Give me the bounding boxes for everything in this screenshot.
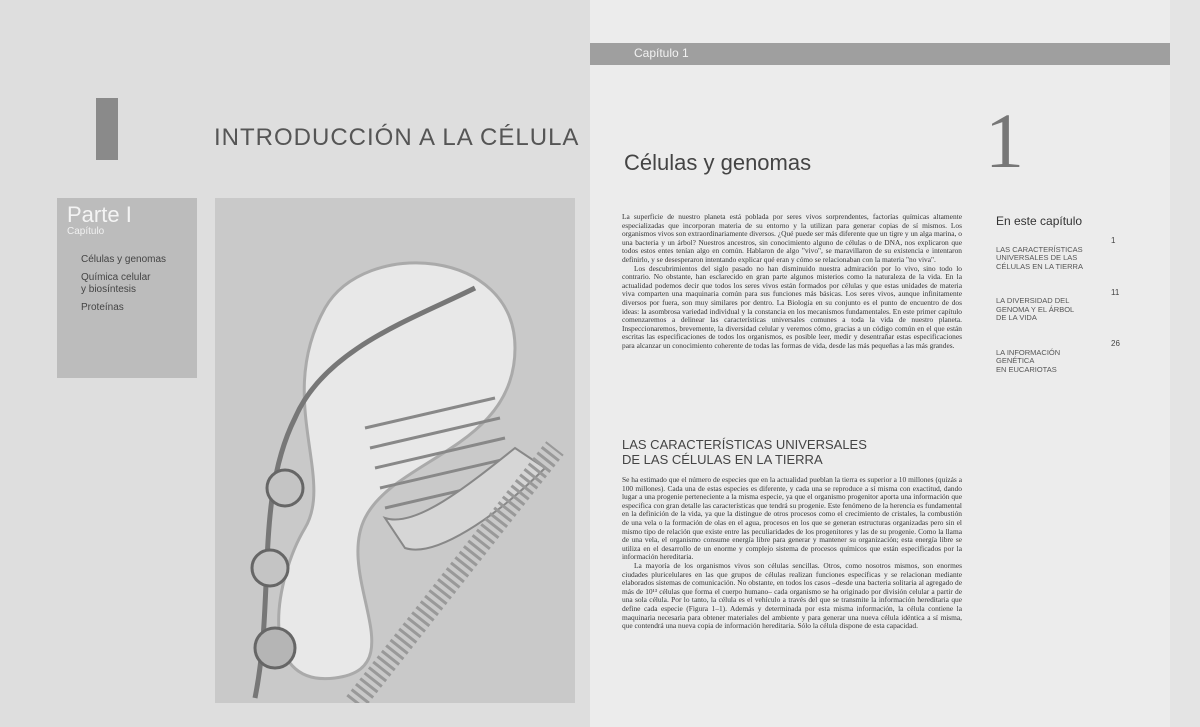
section-heading-line: LAS CARACTERÍSTICAS UNIVERSALES [622, 437, 867, 452]
in-chapter-item-label: LA INFORMACIÓN GENÉTICA EN EUCARIOTAS [996, 347, 1061, 374]
part-sidebar [57, 198, 197, 378]
chapter-title: Células y genomas [624, 150, 812, 175]
in-chapter-item-label: LAS CARACTERÍSTICAS UNIVERSALES DE LAS CÉLULAS EN LA TIERRA [996, 244, 1083, 271]
section-paragraph: Se ha estimado que el número de especies que en la actualidad pueblan la tierra es superior a 10 millones (quizás a 100 millones). Cada una de estas especies es diferente, y cada una se reproduce a sí misma con exactitud, dando lugar a una progenie perteneciente a la misma especie, ya que el organismo progenitor aporta una información que especifica con gran detalle las características que tendrá su progenie. Este fenómeno de la herencia es fundamental en la definición de la vida, ya que la distingue de otros procesos como el crecimiento de cristales, la combustión de una vela o la formación de olas en el agua, procesos en los que se generan estructuras organizadas pero sin el mismo tipo de relación que existe entre las peculiaridades de los progenitores y las de su progenie. Como la llama de una vela, el organismo consume energía libre para generar y mantener su organización; esta energía libre se utiliza en el desarrollo de un enorme y complejo sistema de procesos químicos que están especificados por la información hereditaria. [622, 475, 962, 562]
chapters-label: Capítulo [67, 226, 105, 237]
chapter-number: 1 [985, 97, 1024, 184]
part-number-glyph [96, 98, 118, 160]
cell-genome-illustration [215, 198, 575, 703]
in-chapter-item-label: LA DIVERSIDAD DEL GENOMA Y EL ÁRBOL DE LA VIDA [996, 296, 1075, 322]
in-chapter-item[interactable] [996, 339, 1120, 383]
part-label: Parte I [67, 202, 132, 227]
chapter-banner [590, 43, 1170, 65]
binder-edge [1170, 0, 1200, 727]
intro-paragraph: Los descubrimientos del siglo pasado no han disminuido nuestra admiración por lo vivo, sino todo lo contrario. No obstante, han esclarecido en gran parte algunos misterios como la naturaleza de la vida. En la actualidad podemos decir que todos los seres vivos están formados por células y que estas unidades de materia viva comparten una maquinaria común para sus funciones más básicas. Los seres vivos, aunque infinitamente diversos por fuera, son muy similares por dentro. La Biología en su conjunto es el punto de encuentro de dos ideas: la asombrosa variedad individual y la constancia en los mecanismos fundamentales. En este primer capítulo comenzaremos a delinear las características universales comunes a toda la vida de nuestro planeta. Inspeccionaremos, brevemente, la diversidad celular y veremos cómo, gracias a un código común en el que están escritas las especificaciones de todos los organismos, es posible leer, medir y desentrañar estas especificaciones para alcanzar un conocimiento coherente de todas las formas de vida, desde las más pequeñas a las más grandes. [622, 263, 962, 350]
intro-text [622, 213, 962, 351]
in-this-chapter-title: En este capítulo [996, 214, 1083, 228]
cover-illustration [215, 198, 575, 703]
part-chapter-item: Células y genomas [81, 254, 167, 265]
section-heading-line: DE LAS CÉLULAS EN LA TIERRA [622, 452, 823, 467]
section-text [622, 476, 962, 631]
part-chapter-item: Química celular y biosíntesis [81, 272, 151, 295]
in-chapter-item-page: 11 [1111, 287, 1120, 297]
part-chapter-list [81, 254, 166, 320]
in-chapter-item-page: 26 [1111, 339, 1120, 348]
in-this-chapter-box [996, 214, 1126, 392]
chapter-banner-label: Capítulo 1 [634, 46, 689, 60]
section-heading [622, 437, 867, 467]
part-chapter-item: Proteínas [81, 302, 124, 313]
section-paragraph: La mayoría de los organismos vivos son células sencillas. Otros, como nosotros mismos, son enormes ciudades pluricelulares en las que grupos de células realizan funciones específicas y se relacionan mediante elaborados sistemas de comunicación. No obstante, en todos los casos –desde una bacteria solitaria al agregado de más de 10¹³ células que forma el cuerpo humano– cada organismo se ha originado por división celular a partir de una sola célula. Por lo tanto, la célula es el vehículo a través del que se transmite la información hereditaria que define cada especie (Figura 1–1). Además y determinada por esta misma información, la célula contiene la maquinaria necesaria para obtener materiales del ambiente y para generar una nueva célula idéntica a sí misma, que contendrá una nueva copia de información hereditaria. Sólo la célula dispone de esta capacidad. [622, 560, 962, 631]
intro-paragraph: La superficie de nuestro planeta está poblada por seres vivos sorprendentes, factorías químicas altamente especializadas que incorporan materia de su entorno y la utilizan para generar copias de sí mismos. Los organismos vivos son extraordinariamente diversos. ¿Qué puede ser más diferente que un tigre y un alga marina, o una bacteria y un árbol? Nuestros ancestros, sin conocimiento alguno de células o de DNA, nos explicaron que todos estos entes tenían algo en común. Hablaron de algo "vivo", se maravillaron de su existencia e intentaron definirlo, y se desesperaron intentando explicar qué eran y cómo se relacionaban con la materia "no viva". [622, 212, 962, 264]
part-title: INTRODUCCIÓN A LA CÉLULA [214, 124, 580, 151]
in-chapter-item[interactable] [996, 236, 1116, 280]
in-chapter-item[interactable] [996, 287, 1120, 332]
in-chapter-item-page: 1 [1111, 236, 1116, 245]
